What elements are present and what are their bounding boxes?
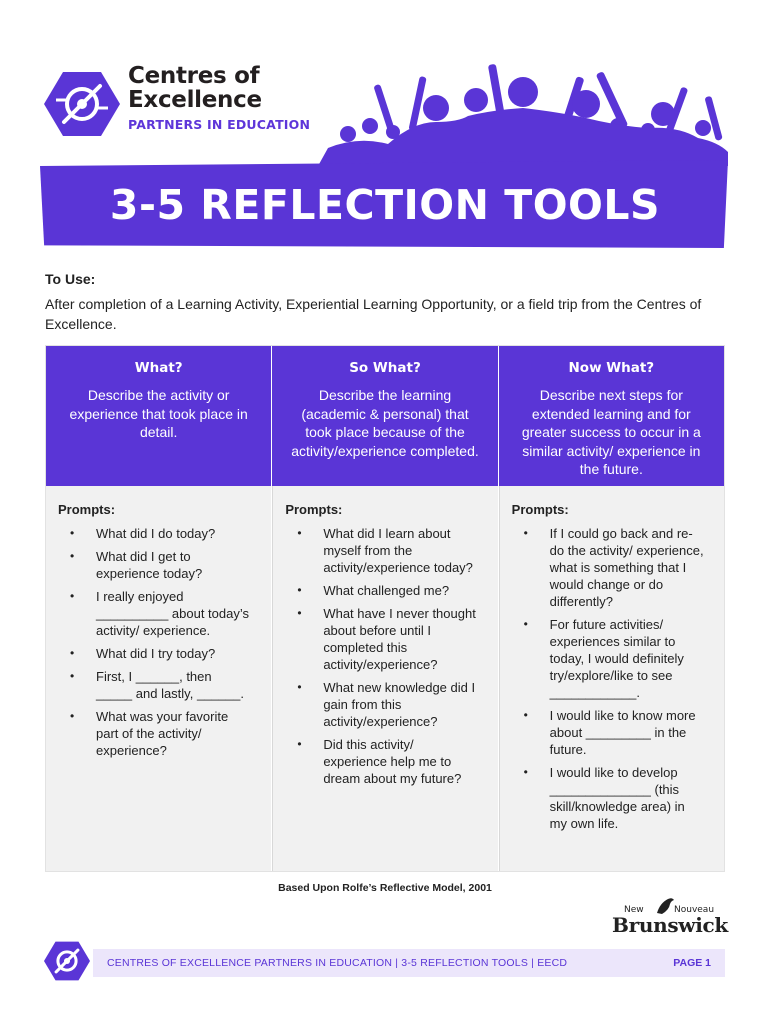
prompt-item: • If I could go back and re-do the activity/ experience, what is something that I would change or do differently? [550, 525, 712, 610]
column-description: Describe the learning (academic & personal) that took place because of the activity/experience completed. [291, 387, 479, 459]
prompt-item: • What was your favorite part of the activity/ experience? [96, 708, 259, 759]
prompt-item: • For future activities/ experiences similar to today, I would definitely try/explore/like to see ____________. [550, 616, 712, 701]
prompt-item: • What new knowledge did I gain from this activity/experience? [323, 679, 485, 730]
prompts-list [512, 525, 712, 832]
brand-subtitle: PARTNERS IN EDUCATION [128, 117, 311, 132]
prompt-item: • I really enjoyed __________ about today’s activity/ experience. [96, 588, 259, 639]
column-title: Now What? [568, 360, 655, 376]
column-header [272, 346, 497, 486]
prompts-list [285, 525, 485, 787]
footer-text: CENTRES OF EXCELLENCE PARTNERS IN EDUCATION | 3-5 REFLECTION TOOLS | EECD [107, 957, 568, 969]
prompt-item: • What have I never thought about before until I completed this activity/experience? [323, 605, 485, 673]
to-use-label: To Use: [45, 271, 96, 287]
compass-hexagon-icon [44, 940, 90, 982]
reflection-table [45, 345, 725, 872]
compass-hexagon-icon [44, 70, 120, 138]
celebrating-crowd-illustration [318, 56, 728, 166]
page-number: PAGE 1 [673, 957, 711, 969]
nb-brunswick-label: Brunswick [612, 913, 728, 937]
nb-nouveau-label: Nouveau [674, 905, 715, 915]
prompt-item: • What challenged me? [323, 582, 485, 599]
column-body [46, 486, 271, 871]
prompts-label: Prompts: [285, 502, 343, 517]
prompts-label: Prompts: [58, 502, 116, 517]
nb-new-label: New [624, 905, 644, 915]
prompt-item: • I would like to develop ______________ (this skill/knowledge area) in my own life. [550, 764, 712, 832]
new-brunswick-logo [608, 895, 728, 941]
column-what [46, 346, 272, 871]
column-now-what [499, 346, 724, 871]
column-title: What? [134, 360, 183, 376]
column-so-what [272, 346, 498, 871]
column-header [46, 346, 271, 486]
column-title: So What? [349, 360, 421, 376]
prompt-item: • I would like to know more about _________ in the future. [550, 707, 712, 758]
footer-bar [93, 949, 725, 977]
to-use-text: After completion of a Learning Activity, Experiential Learning Opportunity, or a field trip from the Centres of Excellence. [45, 296, 702, 332]
column-header [499, 346, 724, 486]
prompts-list [58, 525, 259, 759]
prompt-item: • What did I learn about myself from the activity/experience today? [323, 525, 485, 576]
prompt-item: • What did I try today? [96, 645, 259, 662]
column-description: Describe next steps for extended learning and for greater success to occur in a similar activity/ experience in the future. [521, 387, 701, 478]
column-body [499, 486, 724, 871]
column-body [272, 486, 497, 871]
prompt-item: • Did this activity/ experience help me to dream about my future? [323, 736, 485, 787]
prompt-item: • First, I ______, then _____ and lastly, ______. [96, 668, 259, 702]
attribution: Based Upon Rolfe’s Reflective Model, 2001 [278, 882, 492, 894]
column-description: Describe the activity or experience that took place in detail. [69, 387, 248, 441]
page-title: 3-5 REFLECTION TOOLS [109, 181, 661, 229]
prompt-item: • What did I do today? [96, 525, 259, 542]
prompts-label: Prompts: [511, 502, 569, 517]
brand-title: Centres of Excellence [128, 63, 262, 113]
prompt-item: • What did I get to experience today? [96, 548, 259, 582]
